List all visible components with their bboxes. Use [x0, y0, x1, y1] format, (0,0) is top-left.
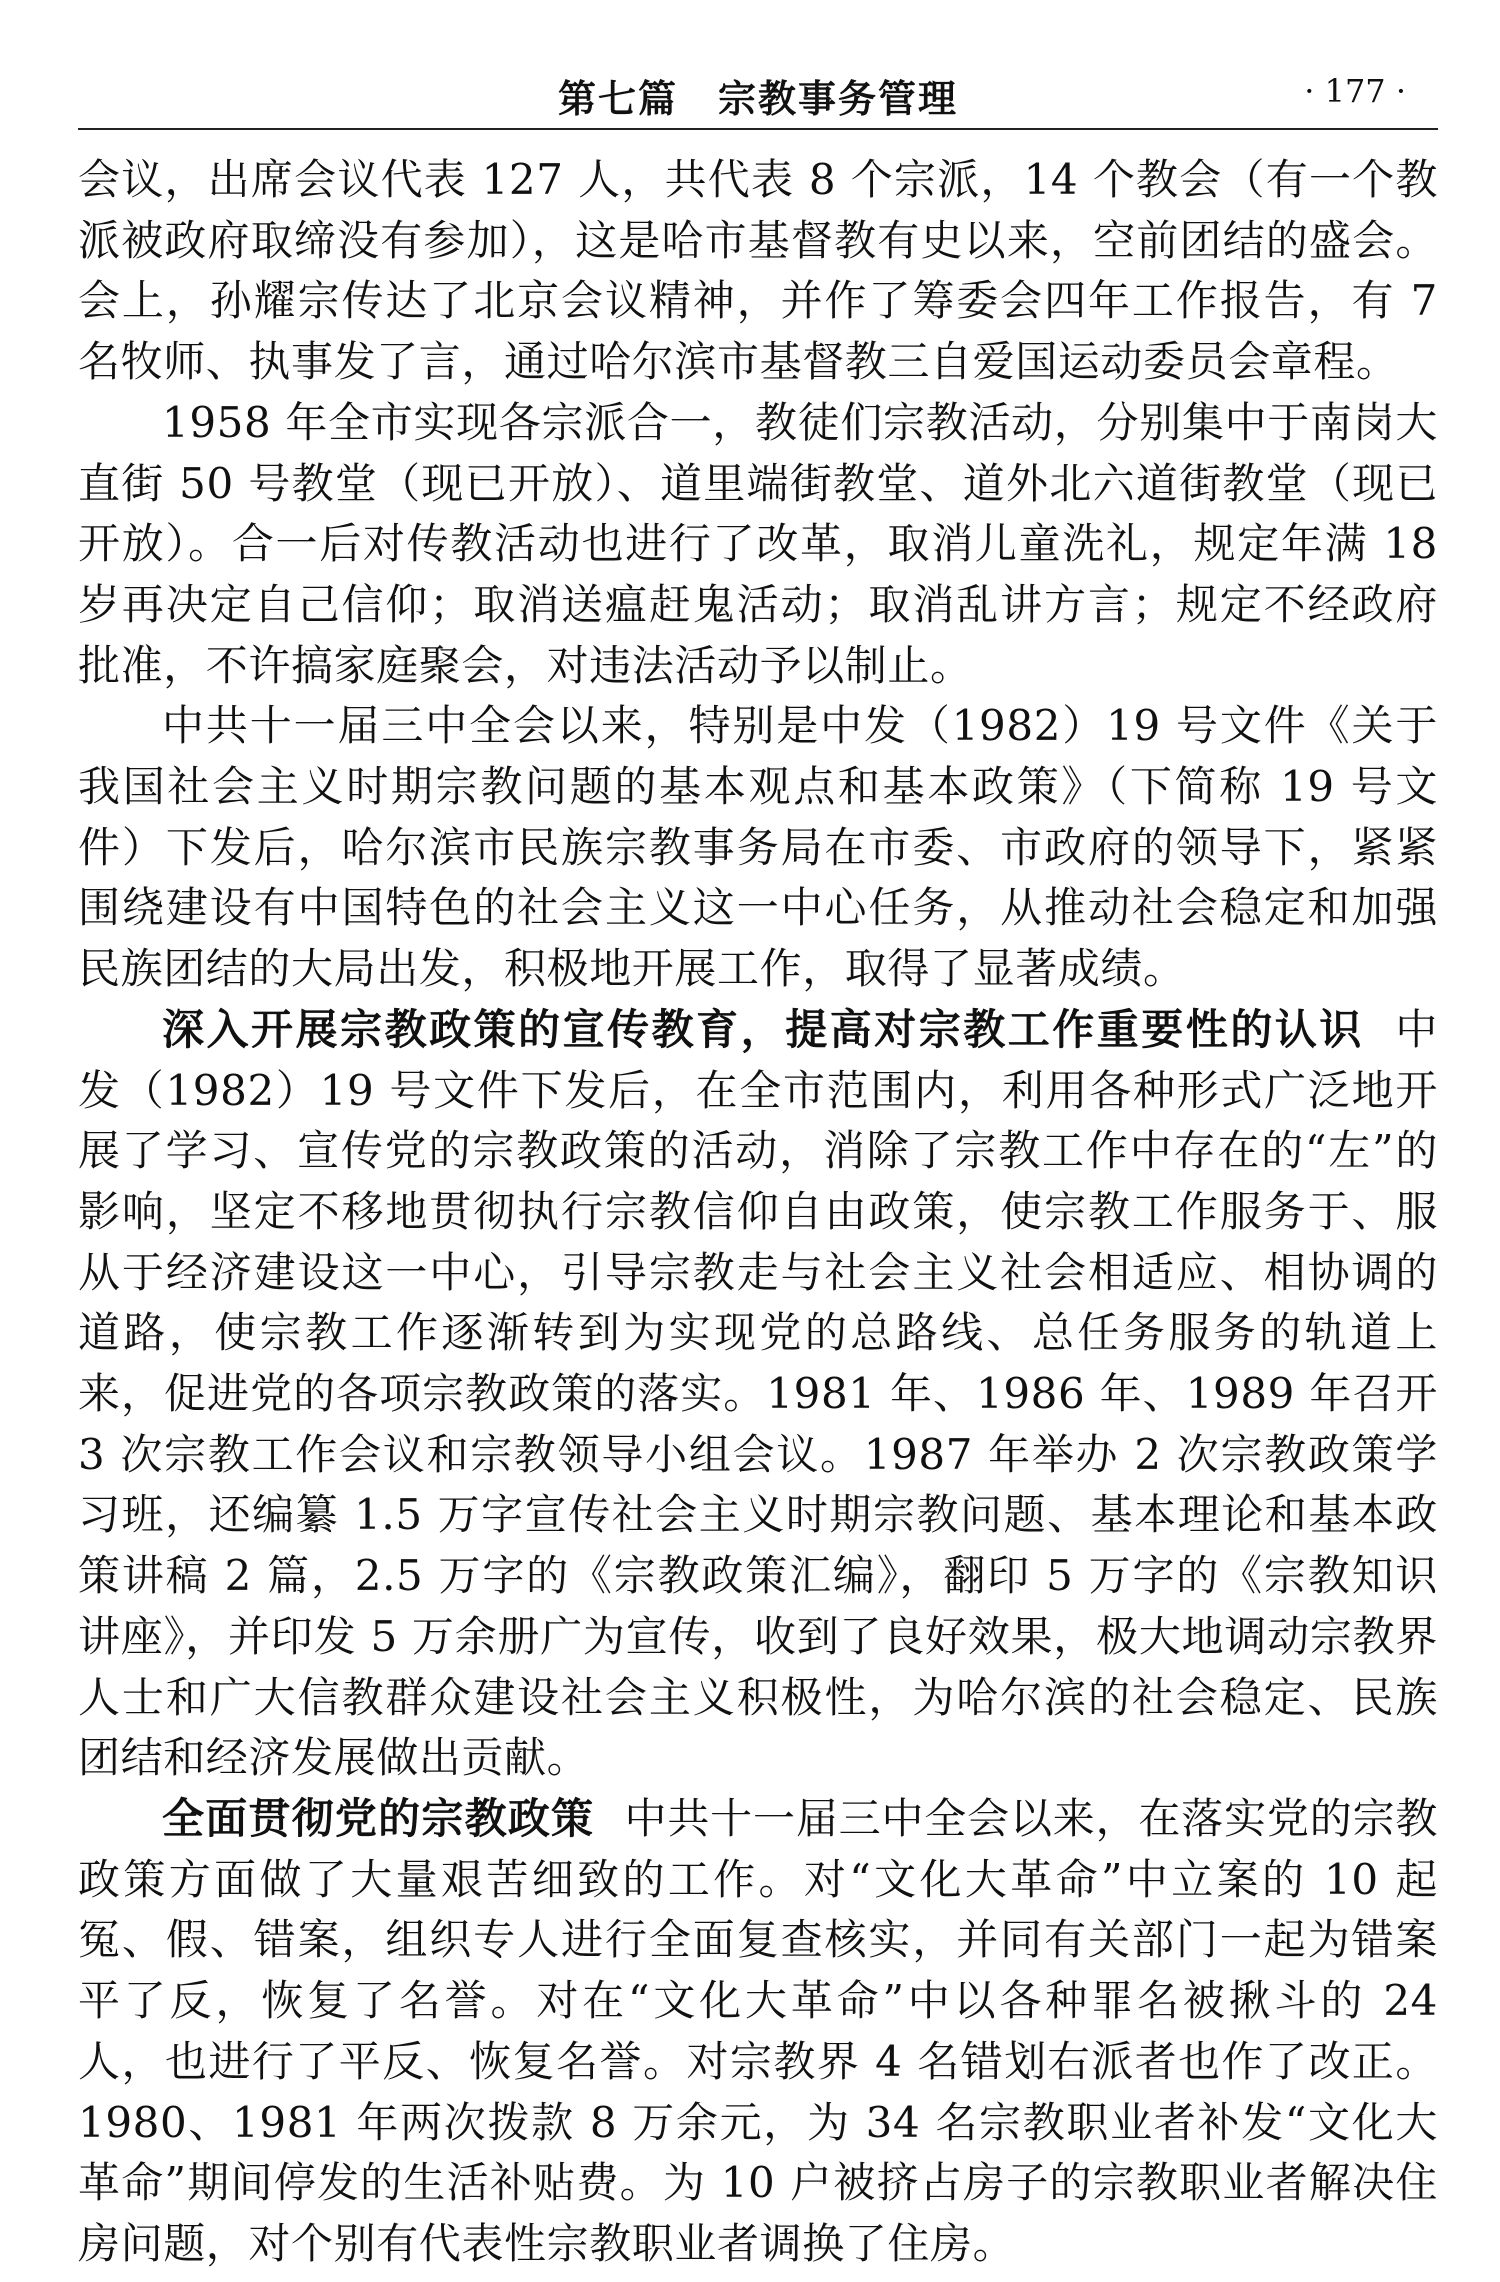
section-title: 第七篇 宗教事务管理 [557, 77, 958, 121]
body-text [78, 150, 1438, 2275]
paragraph-3-text: 中共十一届三中全会以来，特别是中发（1982）19 号文件《关于我国社会主义时期宗教问题的基本观点和基本政策》（下简称 19 号文件）下发后，哈尔滨市民族宗教事务局在市委、市政府的领导下，紧紧围绕建设有中国特色的社会主义这一中心任务，从推动社会稳定和加强民族团结的大局出发，积极地开展工作，取得了显著成绩。 [78, 701, 1438, 994]
paragraph-1 [78, 150, 1438, 393]
paragraph-5-text: 中共十一届三中全会以来，在落实党的宗教政策方面做了大量艰苦细致的工作。对“文化大革命”中立案的 10 起冤、假、错案，组织专人进行全面复查核实，并同有关部门一起为错案平了反，恢复了名誉。对在“文化大革命”中以各种罪名被揪斗的 24 人，也进行了平反、恢复名誉。对宗教界 4 名错划右派者也作了改正。1980、1981 年两次拨款 8 万余元，为 34 名宗教职业者补发“文化大革命”期间停发的生活补贴费。为 10 户被挤占房子的宗教职业者解决住房问题，对个别有代表性宗教职业者调换了住房。 [78, 1793, 1438, 2268]
paragraph-2-text: 1958 年全市实现各宗派合一，教徒们宗教活动，分别集中于南岗大直街 50 号教堂（现已开放）、道里端街教堂、道外北六道街教堂（现已开放）。合一后对传教活动也进行了改革，取消儿童洗礼，规定年满 18 岁再决定自己信仰；取消送瘟赶鬼活动；取消乱讲方言；规定不经政府批准，不许搞家庭聚会，对违法活动予以制止。 [78, 397, 1438, 690]
paragraph-1-text: 会议，出席会议代表 127 人，共代表 8 个宗派，14 个教会（有一个教派被政府取缔没有参加），这是哈市基督教有史以来，空前团结的盛会。会上，孙耀宗传达了北京会议精神，并作了筹委会四年工作报告，有 7 名牧师、执事发了言，通过哈尔滨市基督教三自爱国运动委员会章程。 [78, 155, 1438, 387]
paragraph-4 [78, 1000, 1438, 1789]
paragraph-3 [78, 696, 1438, 1000]
page-number: · 177 · [1304, 72, 1406, 110]
running-header [78, 60, 1438, 130]
paragraph-2 [78, 393, 1438, 697]
paragraph-4-text: 中发（1982）19 号文件下发后，在全市范围内，利用各种形式广泛地开展了学习、宣传党的宗教政策的活动，消除了宗教工作中存在的“左”的影响，坚定不移地贯彻执行宗教信仰自由政策，使宗教工作服务于、服从于经济建设这一中心，引导宗教走与社会主义社会相适应、相协调的道路，使宗教工作逐渐转到为实现党的总路线、总任务服务的轨道上来，促进党的各项宗教政策的落实。1981 年、1986 年、1989 年召开 3 次宗教工作会议和宗教领导小组会议。1987 年举办 2 次宗教政策学习班，还编纂 1.5 万字宣传社会主义时期宗教问题、基本理论和基本政策讲稿 2 篇，2.5 万字的《宗教政策汇编》，翻印 5 万字的《宗教知识讲座》，并印发 5 万余册广为宣传，收到了良好效果，极大地调动宗教界人士和广大信教群众建设社会主义积极性，为哈尔滨的社会稳定、民族团结和经济发展做出贡献。 [78, 1004, 1438, 1783]
paragraph-5-heading: 全面贯彻党的宗教政策 [162, 1793, 595, 1843]
paragraph-5 [78, 1789, 1438, 2275]
paragraph-4-heading: 深入开展宗教政策的宣传教育，提高对宗教工作重要性的认识 [162, 1004, 1364, 1054]
book-page [78, 60, 1438, 2268]
